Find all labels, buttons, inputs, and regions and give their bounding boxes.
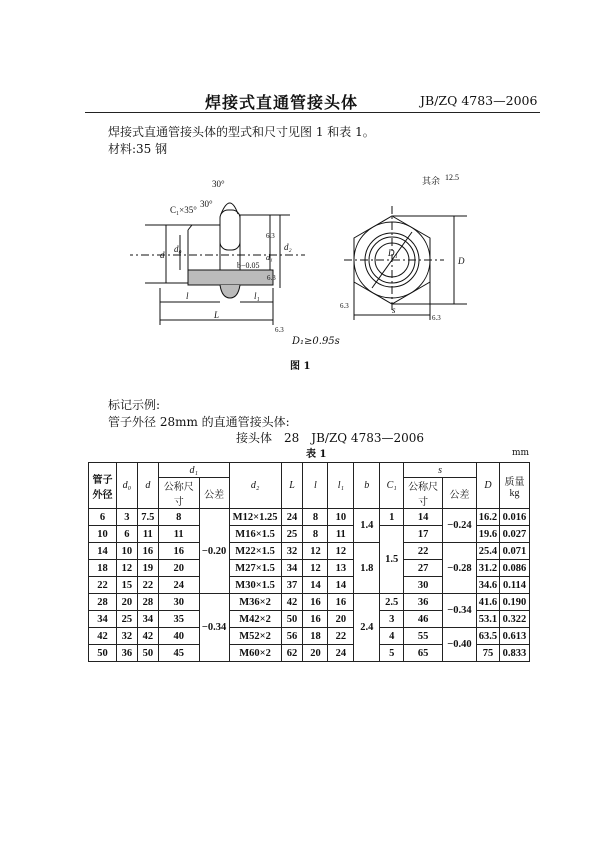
cell-s: 36	[404, 594, 443, 611]
dim-d2-label: d₂	[284, 242, 292, 252]
chamfer-label: C₁×35°	[170, 205, 197, 215]
table-body	[89, 509, 530, 662]
header-rule	[85, 112, 540, 113]
cell-mass: 0.016	[499, 509, 529, 526]
cell-l1: 11	[328, 526, 354, 543]
cell-d0: 32	[116, 628, 137, 645]
cell-D: 63.5	[476, 628, 499, 645]
cell-d2: M42×2	[229, 611, 281, 628]
cell-pipe-od: 14	[89, 543, 117, 560]
end-view	[344, 206, 467, 320]
material-text: 材料:35 钢	[108, 142, 168, 156]
cell-L: 34	[281, 560, 303, 577]
cell-s: 55	[404, 628, 443, 645]
cell-D: 53.1	[476, 611, 499, 628]
cell-s-tol: −0.40	[443, 628, 477, 662]
cell-L: 50	[281, 611, 303, 628]
cell-L: 24	[281, 509, 303, 526]
cell-pipe-od: 28	[89, 594, 117, 611]
cell-d: 11	[137, 526, 158, 543]
dimension-table	[88, 462, 530, 662]
col-d1-tolerance: 公差	[199, 478, 229, 509]
col-d: d	[137, 463, 158, 509]
cell-D: 16.2	[476, 509, 499, 526]
cell-b: 2.4	[354, 594, 380, 662]
cell-mass: 0.027	[499, 526, 529, 543]
cell-d1: 24	[158, 577, 199, 594]
cell-L: 62	[281, 645, 303, 662]
cell-d1: 16	[158, 543, 199, 560]
cell-l: 12	[303, 543, 328, 560]
angle-label: 30°	[200, 199, 213, 209]
cell-mass: 0.322	[499, 611, 529, 628]
cell-D: 31.2	[476, 560, 499, 577]
cell-mass: 0.613	[499, 628, 529, 645]
col-d0: d₀	[116, 463, 137, 509]
cell-s: 22	[404, 543, 443, 560]
roughness-label: 6.3	[267, 274, 276, 282]
dim-l-label: l	[186, 291, 189, 301]
cell-s: 46	[404, 611, 443, 628]
col-l1: l₁	[328, 463, 354, 509]
example-heading: 标记示例:	[108, 398, 161, 412]
cell-pipe-od: 42	[89, 628, 117, 645]
cell-d2: M22×1.5	[229, 543, 281, 560]
dim-l1-label: l₁	[254, 291, 260, 301]
cell-l1: 10	[328, 509, 354, 526]
cell-C1: 1	[380, 509, 404, 526]
col-l: l	[303, 463, 328, 509]
cell-d1: 35	[158, 611, 199, 628]
cell-s-tol: −0.24	[443, 509, 477, 543]
cell-pipe-od: 6	[89, 509, 117, 526]
cell-d0: 6	[116, 526, 137, 543]
cell-L: 32	[281, 543, 303, 560]
cell-l: 20	[303, 645, 328, 662]
cell-d0: 12	[116, 560, 137, 577]
cell-D: 34.6	[476, 577, 499, 594]
cell-L: 25	[281, 526, 303, 543]
cell-b: 1.8	[354, 543, 380, 594]
dim-d0-label: d₀	[174, 244, 182, 254]
cell-L: 56	[281, 628, 303, 645]
side-view	[130, 203, 305, 325]
cell-l1: 20	[328, 611, 354, 628]
cell-d1: 40	[158, 628, 199, 645]
cell-s: 17	[404, 526, 443, 543]
cell-d0: 3	[116, 509, 137, 526]
cell-l: 16	[303, 611, 328, 628]
cell-L: 42	[281, 594, 303, 611]
table-row	[89, 628, 530, 645]
cell-l: 18	[303, 628, 328, 645]
col-D: D	[476, 463, 499, 509]
cell-l1: 14	[328, 577, 354, 594]
cell-l1: 24	[328, 645, 354, 662]
col-b: b	[354, 463, 380, 509]
cell-l1: 12	[328, 543, 354, 560]
cell-s: 14	[404, 509, 443, 526]
cell-C1: 3	[380, 611, 404, 628]
cell-d2: M60×2	[229, 645, 281, 662]
cell-mass: 0.071	[499, 543, 529, 560]
page-title: 焊接式直通管接头体	[205, 93, 359, 112]
dim-s-label: s	[392, 305, 396, 315]
table-row	[89, 594, 530, 611]
drawing-figure	[130, 170, 530, 380]
cell-l1: 16	[328, 594, 354, 611]
cell-d1: 8	[158, 509, 199, 526]
roughness-label: 6.3	[275, 326, 284, 334]
table-caption: 表 1	[306, 449, 327, 460]
cell-d2: M52×2	[229, 628, 281, 645]
col-mass: 质量 kg	[499, 463, 529, 509]
cell-mass: 0.086	[499, 560, 529, 577]
cell-d1-tol: −0.20	[199, 509, 229, 594]
cell-D: 75	[476, 645, 499, 662]
example-marking: 接头体 28 JB/ZQ 4783—2006	[236, 431, 425, 445]
cell-C1: 1.5	[380, 526, 404, 594]
cell-pipe-od: 10	[89, 526, 117, 543]
cell-d: 34	[137, 611, 158, 628]
col-s-nominal: 公称尺寸	[404, 478, 443, 509]
cell-pipe-od: 18	[89, 560, 117, 577]
cell-s: 65	[404, 645, 443, 662]
cell-d1: 11	[158, 526, 199, 543]
col-C1: C₁	[380, 463, 404, 509]
table-unit: mm	[512, 448, 530, 458]
cell-d: 16	[137, 543, 158, 560]
cell-d0: 15	[116, 577, 137, 594]
cell-s-tol: −0.34	[443, 594, 477, 628]
col-L: L	[281, 463, 303, 509]
figure-caption: 图 1	[290, 361, 311, 372]
cell-D: 25.4	[476, 543, 499, 560]
standard-number: JB/ZQ 4783—2006	[420, 93, 538, 108]
cell-d: 7.5	[137, 509, 158, 526]
cell-l: 8	[303, 526, 328, 543]
col-pipe-od: 管子外径	[89, 463, 117, 509]
roughness-note-value: 12.5	[445, 173, 459, 182]
cell-d2: M36×2	[229, 594, 281, 611]
cell-d: 42	[137, 628, 158, 645]
cell-d2: M27×1.5	[229, 560, 281, 577]
roughness-label: 6.3	[340, 302, 349, 310]
cell-mass: 0.190	[499, 594, 529, 611]
cell-pipe-od: 50	[89, 645, 117, 662]
cell-C1: 5	[380, 645, 404, 662]
cell-d1: 30	[158, 594, 199, 611]
cell-d2: M30×1.5	[229, 577, 281, 594]
example-text: 管子外径 28mm 的直通管接头体:	[108, 415, 290, 429]
angle-label-top: 30°	[212, 179, 225, 189]
cell-l1: 13	[328, 560, 354, 577]
cell-d2: M12×1.25	[229, 509, 281, 526]
cell-d0: 36	[116, 645, 137, 662]
dim-b-label: b−0.05	[237, 261, 260, 270]
dim-D1-label: D₁	[388, 248, 398, 258]
cell-d0: 20	[116, 594, 137, 611]
cell-mass: 0.114	[499, 577, 529, 594]
cell-pipe-od: 22	[89, 577, 117, 594]
cell-l: 16	[303, 594, 328, 611]
cell-d: 50	[137, 645, 158, 662]
cell-pipe-od: 34	[89, 611, 117, 628]
col-s: s	[404, 463, 477, 478]
cell-d1: 45	[158, 645, 199, 662]
table-row	[89, 509, 530, 526]
cell-l: 12	[303, 560, 328, 577]
cell-C1: 4	[380, 628, 404, 645]
cell-d: 22	[137, 577, 158, 594]
cell-d2: M16×1.5	[229, 526, 281, 543]
cell-d0: 10	[116, 543, 137, 560]
dim-d1-label: d₁	[266, 253, 273, 262]
col-d2: d₂	[229, 463, 281, 509]
cell-d: 19	[137, 560, 158, 577]
roughness-note-label: 其余	[422, 176, 441, 186]
dim-D-label: D	[458, 256, 465, 266]
formula: D₁≥0.95s	[292, 336, 340, 347]
col-s-tolerance: 公差	[443, 478, 477, 509]
table-row	[89, 543, 530, 560]
cell-D: 41.6	[476, 594, 499, 611]
roughness-label: 6.3	[432, 314, 441, 322]
cell-s: 27	[404, 560, 443, 577]
cell-b: 1.4	[354, 509, 380, 543]
cell-L: 37	[281, 577, 303, 594]
cell-s: 30	[404, 577, 443, 594]
cell-d1: 20	[158, 560, 199, 577]
col-d1: d₁	[158, 463, 229, 478]
cell-d0: 25	[116, 611, 137, 628]
dim-d-label: d	[160, 250, 165, 260]
roughness-label: 6.3	[266, 232, 275, 240]
cell-l: 14	[303, 577, 328, 594]
cell-d1-tol: −0.34	[199, 594, 229, 662]
cell-D: 19.6	[476, 526, 499, 543]
cell-l1: 22	[328, 628, 354, 645]
cell-d: 28	[137, 594, 158, 611]
intro-text: 焊接式直通管接头体的型式和尺寸见图 1 和表 1。	[108, 125, 375, 139]
cell-s-tol: −0.28	[443, 543, 477, 594]
cell-mass: 0.833	[499, 645, 529, 662]
dim-L-label: L	[214, 310, 220, 320]
col-d1-nominal: 公称尺寸	[158, 478, 199, 509]
cell-C1: 2.5	[380, 594, 404, 611]
cell-l: 8	[303, 509, 328, 526]
